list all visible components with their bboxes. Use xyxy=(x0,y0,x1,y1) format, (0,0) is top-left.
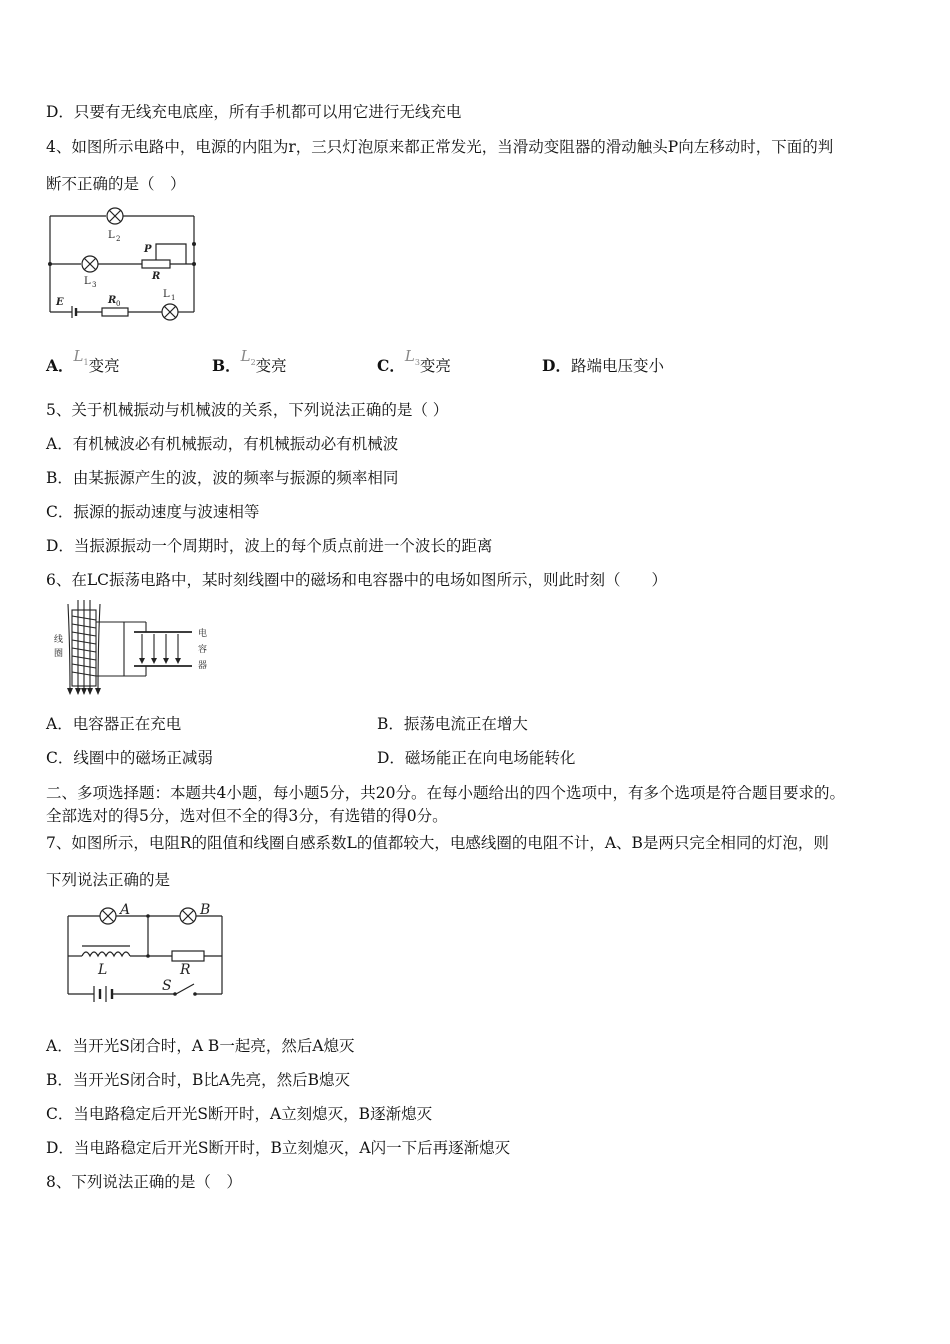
fig6-label-cap-3: 器 xyxy=(198,661,208,671)
q6-option-c[interactable]: C．线圈中的磁场正减弱 xyxy=(46,749,213,767)
q6-lc-figure xyxy=(50,596,220,700)
fig4-label-r0-sub: 0 xyxy=(116,300,121,308)
fig4-label-l1: L xyxy=(163,289,170,300)
q7-option-d[interactable]: D．当电路稳定后开光S断开时，B立刻熄灭，A闪一下后再逐渐熄灭 xyxy=(46,1139,511,1157)
fig7-label-b: B xyxy=(200,902,211,918)
fig4-label-l3: L xyxy=(84,276,91,287)
fig4-label-r0: R xyxy=(108,295,117,306)
fig4-label-r: R xyxy=(152,271,161,282)
q4-option-b[interactable]: B．$L_2$变亮 xyxy=(212,347,287,375)
section2-line1: 二、多项选择题：本题共4小题，每小题5分，共20分。在每小题给出的四个选项中，有多个选项是符合题目要求的。 xyxy=(46,784,845,802)
q4-stem-line1: 4、如图所示电路中，电源的内阻为r，三只灯泡原来都正常发光，当滑动变阻器的滑动触头P向左移动时，下面的判 xyxy=(46,138,834,156)
q8-stem: 8、下列说法正确的是（ ） xyxy=(46,1173,242,1191)
q6-option-d[interactable]: D．磁场能正在向电场能转化 xyxy=(377,749,576,767)
q4-option-d[interactable]: D．路端电压变小 xyxy=(542,356,664,375)
fig6-label-cap-1: 电 xyxy=(198,629,208,639)
q4-options xyxy=(46,347,906,384)
q6-stem: 6、在LC振荡电路中，某时刻线圈中的磁场和电容器中的电场如图所示，则此时刻（ ） xyxy=(46,571,668,589)
fig4-label-l2: L xyxy=(108,230,115,241)
q3-option-d: D．只要有无线充电底座，所有手机都可以用它进行无线充电 xyxy=(46,103,462,121)
q7-option-a[interactable]: A．当开光S闭合时，A B一起亮，然后A熄灭 xyxy=(46,1037,355,1055)
fig4-label-l2-sub: 2 xyxy=(116,235,121,243)
fig4-label-l3-sub: 3 xyxy=(92,281,97,289)
q5-option-d[interactable]: D．当振源振动一个周期时，波上的每个质点前进一个波长的距离 xyxy=(46,537,493,555)
q4-option-c[interactable]: C．$L_3$变亮 xyxy=(377,347,451,375)
q5-option-c[interactable]: C．振源的振动速度与波速相等 xyxy=(46,503,260,521)
fig7-label-r: R xyxy=(180,962,191,978)
fig6-label-coil-2: 圈 xyxy=(54,649,64,659)
q4-stem-line2: 断不正确的是（ ） xyxy=(46,175,186,193)
q7-stem-line2: 下列说法正确的是 xyxy=(46,871,171,889)
q7-circuit-figure xyxy=(62,900,230,1002)
fig7-label-l: L xyxy=(98,962,108,978)
q5-option-a[interactable]: A．有机械波必有机械振动，有机械振动必有机械波 xyxy=(46,435,399,453)
q6-option-b[interactable]: B．振荡电流正在增大 xyxy=(377,715,528,733)
q7-option-c[interactable]: C．当电路稳定后开光S断开时，A立刻熄灭，B逐渐熄灭 xyxy=(46,1105,433,1123)
q6-option-a[interactable]: A．电容器正在充电 xyxy=(46,715,182,733)
section2-line2: 全部选对的得5分，选对但不全的得3分，有选错的得0分。 xyxy=(46,807,448,825)
fig6-label-coil-1: 线 xyxy=(54,635,64,645)
fig6-label-cap-2: 容 xyxy=(198,645,208,655)
q7-stem-line1: 7、如图所示，电阻R的阻值和线圈自感系数L的值都较大，电感线圈的电阻不计，A、B是两只完全相同的灯泡，则 xyxy=(46,834,829,852)
fig4-label-p: P xyxy=(144,244,152,255)
q4-circuit-figure xyxy=(44,204,204,324)
fig4-label-e: E xyxy=(56,297,64,308)
q5-option-b[interactable]: B．由某振源产生的波，波的频率与振源的频率相同 xyxy=(46,469,399,487)
fig7-label-s: S xyxy=(162,978,172,994)
q4-option-a[interactable]: A．$L_1$变亮 xyxy=(46,347,120,375)
q7-option-b[interactable]: B．当开光S闭合时，B比A先亮，然后B熄灭 xyxy=(46,1071,350,1089)
fig4-label-l1-sub: 1 xyxy=(171,294,176,302)
q5-stem: 5、关于机械振动与机械波的关系，下列说法正确的是（ ） xyxy=(46,401,449,419)
fig7-label-a: A xyxy=(120,902,131,918)
